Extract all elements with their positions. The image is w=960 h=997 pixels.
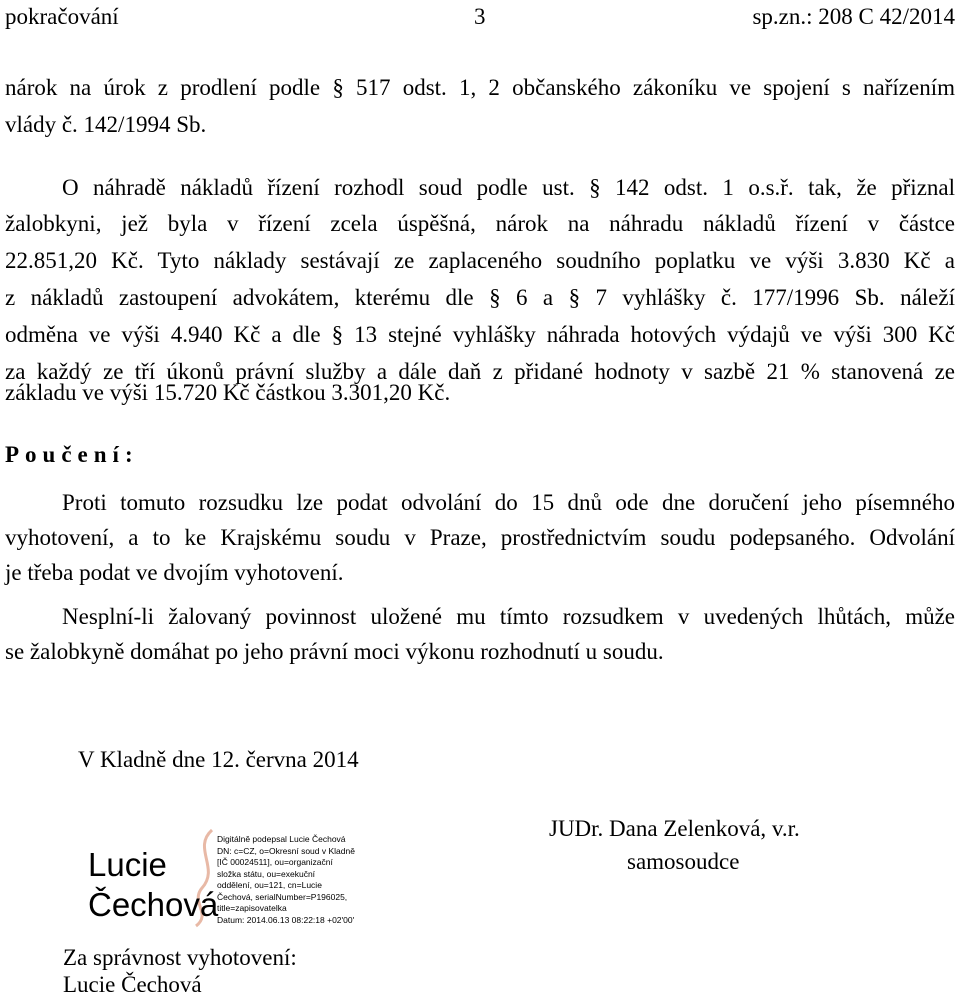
text-line: O náhradě nákladů řízení rozhodl soud podle ust. § 142 odst. 1 o.s.ř. tak, že přiznal — [62, 175, 955, 200]
signature-detail-line: title=zapisovatelka — [217, 903, 287, 913]
text-line: je třeba podat ve dvojím vyhotovení. — [5, 560, 344, 585]
signature-detail-line: Digitálně podepsal Lucie Čechová — [217, 834, 346, 844]
certification-name: Lucie Čechová — [63, 972, 202, 997]
text-line: žalobkyni, jež byla v řízení zcela úspěšná, nárok na náhradu nákladů řízení v částce — [5, 211, 955, 236]
text-line: Nesplní-li žalovaný povinnost uložené mu tímto rozsudkem v uvedených lhůtách, může — [62, 604, 955, 629]
text-line: Proti tomuto rozsudku lze podat odvolání do 15 dnů ode dne doručení jeho písemného — [62, 490, 955, 515]
signature-detail-line: složka státu, ou=exekuční — [217, 868, 316, 879]
certification-label: Za správnost vyhotovení: — [63, 945, 297, 970]
text-line: 22.851,20 Kč. Tyto náklady sestávají ze zaplaceného soudního poplatku ve výši 3.830 Kč a — [5, 248, 955, 273]
signature-detail-line: DN: c=CZ, o=Okresní soud v Kladně — [217, 845, 355, 856]
judge-name: JUDr. Dana Zelenková, v.r. — [549, 816, 800, 841]
signature-detail-line: Čechová, serialNumber=P196025, — [217, 891, 348, 902]
header-continuation: pokračování — [5, 4, 119, 29]
signature-detail-line: [IČ 00024511], ou=organizační — [217, 857, 333, 867]
paragraph-interest — [5, 76, 955, 99]
signature-detail-line: Datum: 2014.06.13 08:22:18 +02'00' — [217, 914, 355, 925]
signature-name-first: Lucie — [88, 846, 167, 883]
text-line: odměna ve výši 4.940 Kč a dle § 13 stejné vyhlášky náhrada hotových výdajů ve výši 300 Kč — [5, 322, 955, 347]
page-number: 3 — [474, 4, 486, 29]
text-line: za každý ze tří úkonů právní služby a dále daň z přidané hodnoty v sazbě 21 % stanovená ze — [5, 359, 955, 384]
signature-details — [217, 834, 357, 926]
paragraph-costs — [5, 212, 955, 383]
text-line: z nákladů zastoupení advokátem, kterému dle § 6 a § 7 vyhlášky č. 177/1996 Sb. náleží — [5, 285, 955, 310]
text-line: nárok na úrok z prodlení podle § 517 odst. 1, 2 občanského zákoníku ve spojení s nařízením — [5, 75, 955, 100]
paragraph-appeal — [5, 526, 955, 549]
text-line: se žalobkyně domáhat po jeho právní moci výkonu rozhodnutí u soudu. — [5, 639, 664, 664]
text-line: základu ve výši 15.720 Kč částkou 3.301,20 Kč. — [5, 380, 451, 405]
instruction-heading: Poučení: — [5, 442, 139, 467]
judge-title: samosoudce — [627, 849, 740, 874]
text-line: vyhotovení, a to ke Krajskému soudu v Praze, prostřednictvím soudu podepsaného. Odvolání — [5, 525, 955, 550]
signature-detail-line: oddělení, ou=121, cn=Lucie — [217, 880, 322, 890]
date-line: V Kladně dne 12. června 2014 — [78, 747, 359, 772]
case-number: sp.zn.: 208 C 42/2014 — [752, 4, 955, 29]
text-line: vlády č. 142/1994 Sb. — [5, 112, 207, 137]
signature-name-last: Čechová — [88, 886, 219, 923]
